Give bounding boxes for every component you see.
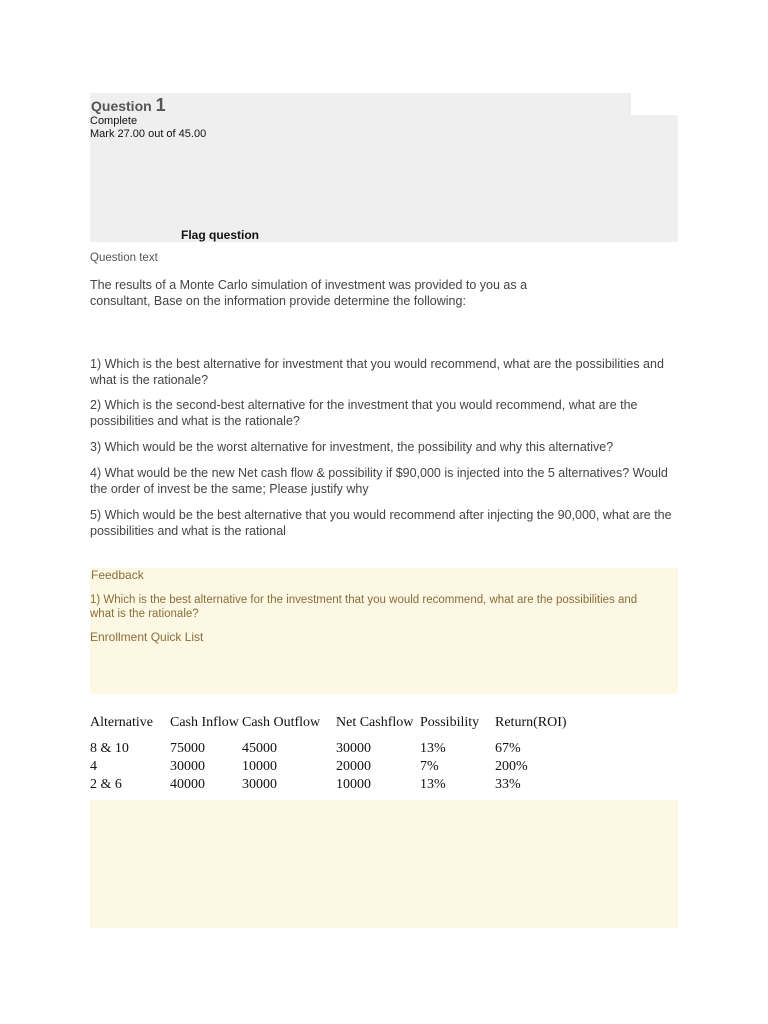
table-cell: 8 & 10 xyxy=(90,741,129,756)
question-title xyxy=(91,95,166,116)
table-cell: 45000 xyxy=(242,741,277,756)
table-cell: 200% xyxy=(495,759,528,774)
question-info-header-bg xyxy=(90,93,631,115)
table-header-row xyxy=(90,704,585,740)
flag-question-link[interactable]: Flag question xyxy=(181,228,259,242)
question-grade: Mark 27.00 out of 45.00 xyxy=(90,128,207,140)
question-text-label: Question text xyxy=(90,252,158,264)
question-title-prefix: Question xyxy=(91,98,156,114)
feedback-question: 1) Which is the best alternative for the investment that you would recommend, what are the possibilities and what is the rationale? xyxy=(90,594,638,620)
table-cell: 7% xyxy=(420,759,439,774)
header-net-cashflow: Net Cashflow xyxy=(336,714,414,730)
table-cell: 13% xyxy=(420,741,446,756)
table-cell: 4 xyxy=(90,759,97,774)
feedback-answer-panel xyxy=(90,800,678,928)
table-cell: 30000 xyxy=(336,741,371,756)
question-item-3: 3) Which would be the worst alternative for investment, the possibility and why this alternative? xyxy=(90,440,614,454)
table-row xyxy=(90,776,585,794)
table-cell: 30000 xyxy=(242,777,277,792)
header-alternative: Alternative xyxy=(90,714,153,730)
header-possibility: Possibility xyxy=(420,714,480,730)
table-row xyxy=(90,758,585,776)
question-number: 1 xyxy=(155,95,166,115)
question-item-5: 5) Which would be the best alternative that you would recommend after injecting the 90,000, what are the possibilities and what is the rational xyxy=(90,508,672,538)
enrollment-quick-list-label: Enrollment Quick List xyxy=(90,630,204,644)
results-table-wrapper xyxy=(90,704,585,794)
table-cell: 75000 xyxy=(170,741,205,756)
header-cash-outflow: Cash Outflow xyxy=(242,714,321,730)
table-cell: 67% xyxy=(495,741,521,756)
table-cell: 13% xyxy=(420,777,446,792)
table-cell: 40000 xyxy=(170,777,205,792)
table-cell: 10000 xyxy=(336,777,371,792)
question-state: Complete xyxy=(90,115,138,127)
table-cell: 30000 xyxy=(170,759,205,774)
table-cell: 2 & 6 xyxy=(90,777,122,792)
table-row xyxy=(90,740,585,758)
header-return-roi: Return(ROI) xyxy=(495,714,567,730)
feedback-label: Feedback xyxy=(91,568,144,582)
question-intro: The results of a Monte Carlo simulation of investment was provided to you as a consultant, Base on the information provide determine the following: xyxy=(90,278,528,308)
question-list xyxy=(90,356,680,549)
header-cash-inflow: Cash Inflow xyxy=(170,714,239,730)
table-cell: 33% xyxy=(495,777,521,792)
table-cell: 20000 xyxy=(336,759,371,774)
question-item-2: 2) Which is the second-best alternative for the investment that you would recommend, what are the possibilities and what is the rationale? xyxy=(90,398,638,428)
question-item-1: 1) Which is the best alternative for investment that you would recommend, what are the possibilities and what is the rationale? xyxy=(90,357,664,387)
question-item-4: 4) What would be the new Net cash flow & possibility if $90,000 is injected into the 5 alternatives? Would the order of invest be the same; Please justify why xyxy=(90,466,668,496)
results-table xyxy=(90,704,585,794)
table-cell: 10000 xyxy=(242,759,277,774)
